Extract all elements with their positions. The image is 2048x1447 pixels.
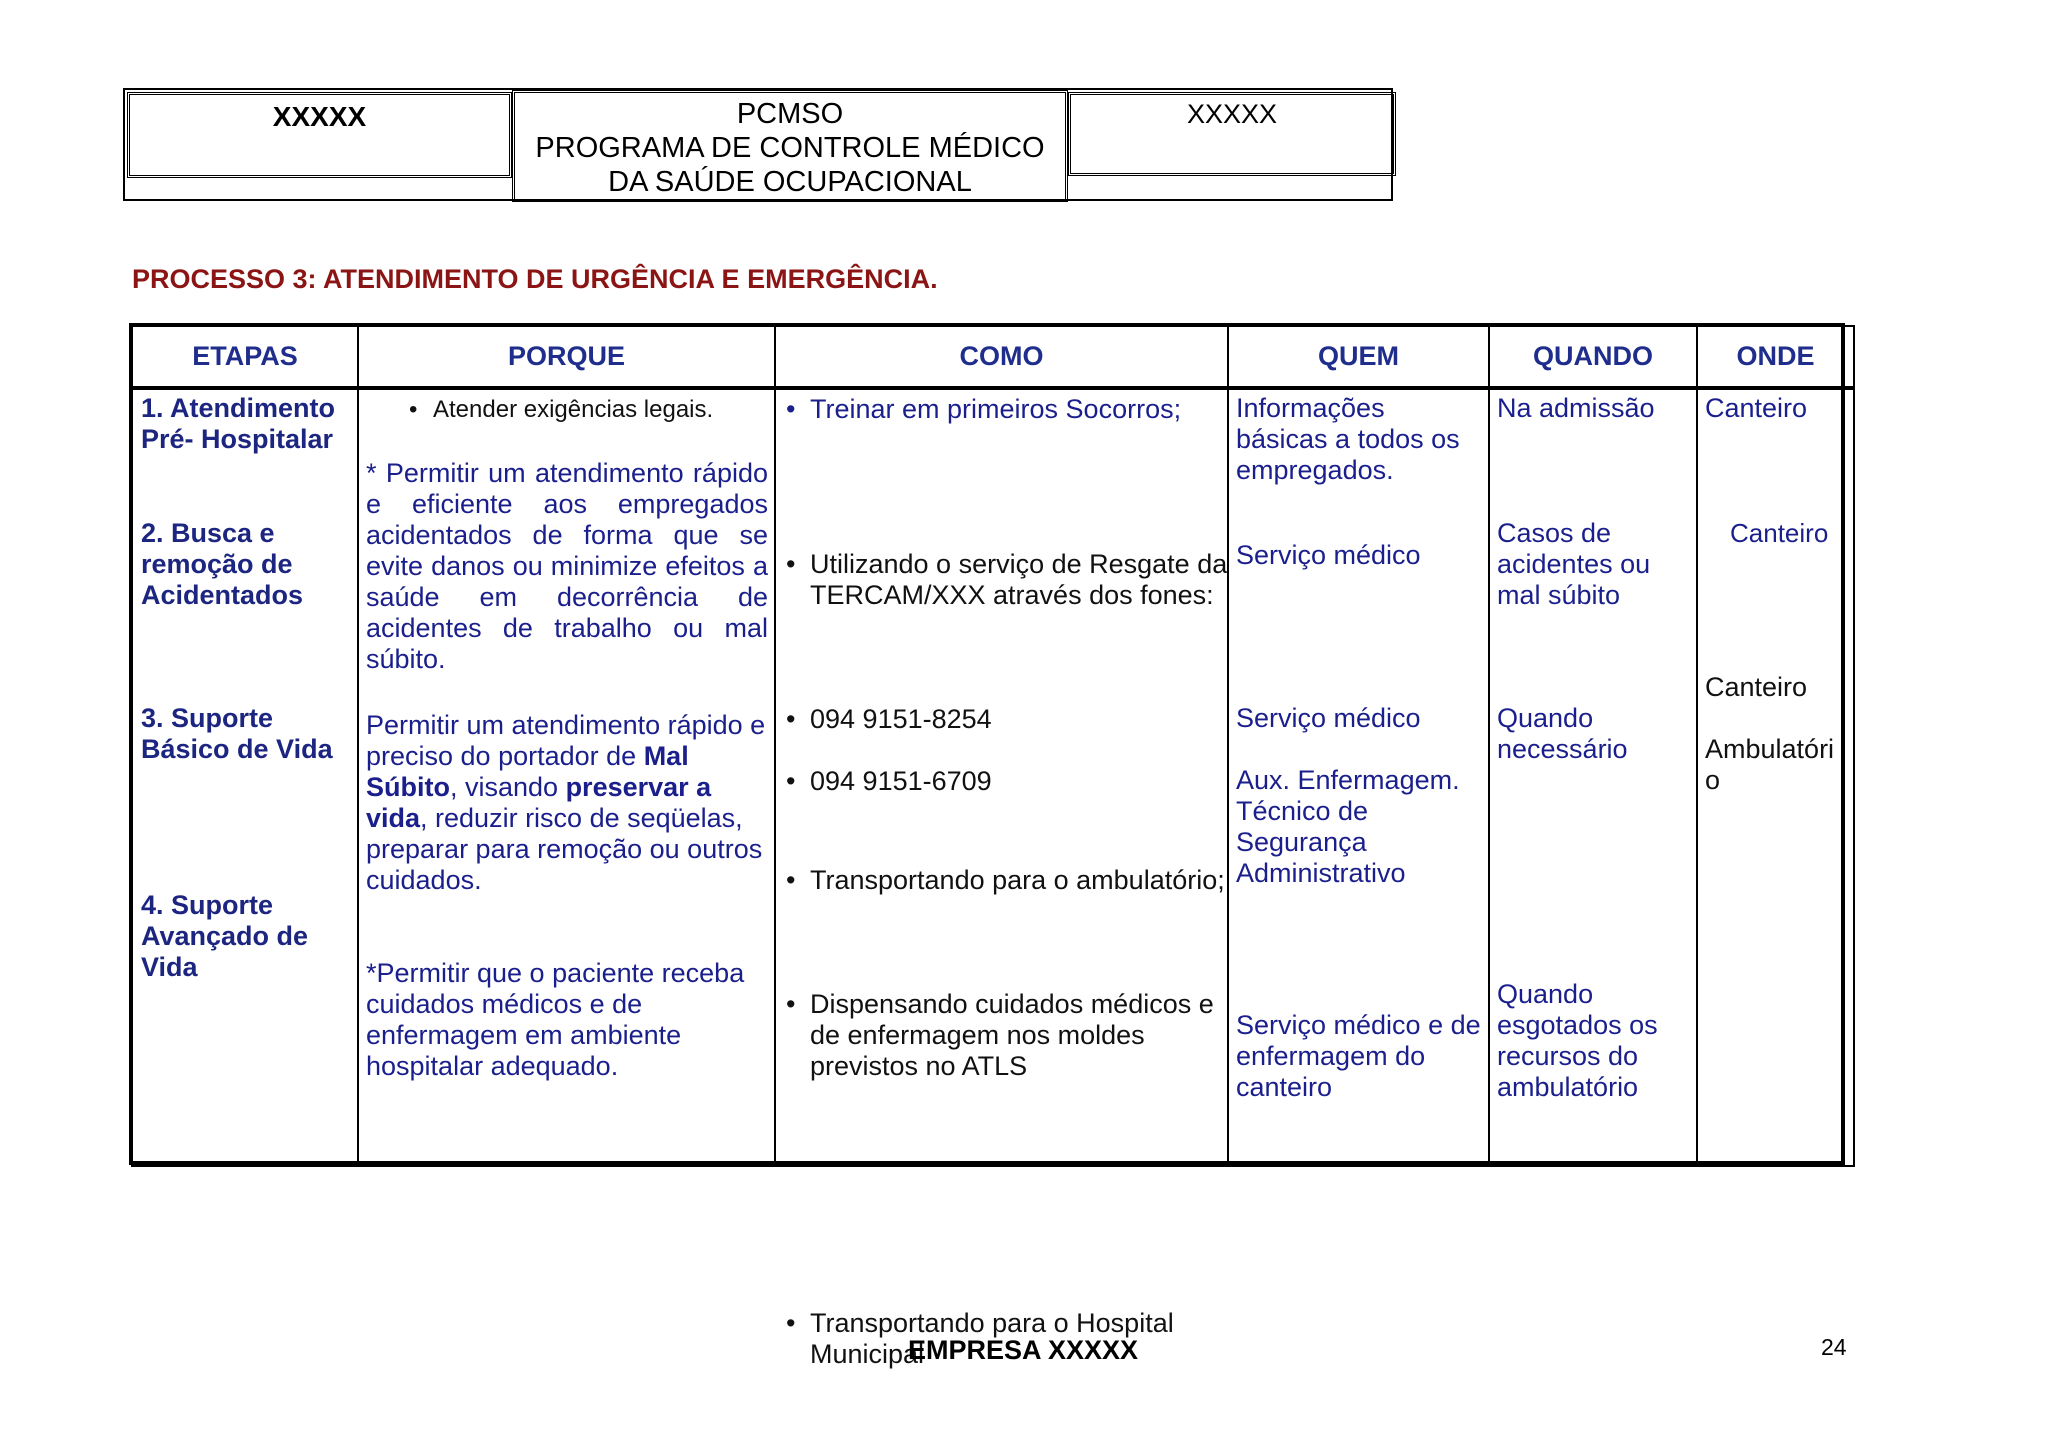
- header-left-text: XXXXX: [272, 101, 367, 132]
- etapa-4: [141, 890, 308, 983]
- etapa-2-line2: remoção de: [141, 549, 293, 579]
- header-title-line1: PCMSO: [736, 98, 844, 130]
- porque-3-part-e: , reduzir risco de seqüelas, preparar para remoção ou outros cuidados.: [366, 803, 763, 895]
- cell-porque: [358, 388, 775, 1166]
- onde-2: Canteiro: [1730, 518, 1829, 548]
- cell-quem: [1228, 388, 1489, 1166]
- etapa-1: [141, 393, 335, 455]
- header-right-box: [1068, 92, 1396, 176]
- etapa-2-line3: Acidentados: [141, 580, 304, 610]
- onde-1: Canteiro: [1705, 393, 1808, 423]
- col-header-etapas: ETAPAS: [132, 326, 358, 388]
- etapa-3-line2: Básico de Vida: [141, 734, 333, 764]
- etapa-1-line2: Pré- Hospitalar: [141, 424, 334, 454]
- como-1: • Treinar em primeiros Socorros;: [784, 394, 1240, 425]
- porque-3-preservar-vida: preservar a vida: [366, 772, 712, 833]
- col-header-quem: QUEM: [1228, 326, 1489, 388]
- document-header: [123, 88, 1393, 201]
- onde-3: Canteiro: [1705, 672, 1808, 702]
- como-4: • Dispensando cuidados médicos e de enfermagem nos moldes previstos no ATLS: [784, 989, 1246, 1082]
- header-title-line2: PROGRAMA DE CONTROLE MÉDICO: [535, 132, 1045, 164]
- header-title-line3: DA SAÚDE OCUPACIONAL: [608, 166, 972, 198]
- porque-3-mal-subito: Mal Súbito: [366, 741, 689, 802]
- porque-3: [366, 710, 770, 896]
- etapa-2: [141, 518, 303, 611]
- porque-4: *Permitir que o paciente receba cuidados médicos e de enfermagem em ambiente hospitalar adequado.: [366, 958, 745, 1081]
- footer-company: EMPRESA XXXXX: [908, 1335, 1139, 1365]
- etapa-4-line1: 4. Suporte: [141, 890, 274, 920]
- como-2-phone-1: • 094 9151-8254: [784, 704, 1240, 735]
- quando-3: Quando necessário: [1497, 703, 1628, 764]
- onde-4: Ambulatóri o: [1705, 734, 1835, 795]
- col-header-onde: ONDE: [1697, 326, 1854, 388]
- como-3: • Transportando para o ambulatório;: [784, 865, 1240, 896]
- como-2-phone-2: • 094 9151-6709: [784, 766, 1240, 797]
- quando-1: Na admissão: [1497, 393, 1655, 423]
- etapa-3: [141, 703, 333, 765]
- quando-4: Quando esgotados os recursos do ambulatório: [1497, 979, 1658, 1102]
- header-title-box: [512, 90, 1068, 202]
- page-number: 24: [1821, 1334, 1847, 1360]
- cell-etapas: [132, 388, 358, 1166]
- quem-5: Serviço médico e de enfermagem do canteiro: [1236, 1010, 1481, 1102]
- cell-onde: [1697, 388, 1854, 1166]
- col-header-como: COMO: [775, 326, 1228, 388]
- table-row: [132, 388, 1854, 1166]
- quem-4: Aux. Enfermagem. Técnico de Segurança Administrativo: [1236, 765, 1460, 888]
- quando-2: Casos de acidentes ou mal súbito: [1497, 518, 1651, 610]
- col-header-porque: PORQUE: [358, 326, 775, 388]
- col-header-quando: QUANDO: [1489, 326, 1697, 388]
- etapa-1-line1: 1. Atendimento: [141, 393, 336, 423]
- header-right-text: XXXXX: [1186, 99, 1278, 129]
- porque-1: • Atender exigências legais.: [407, 394, 783, 425]
- header-left-box: [127, 92, 512, 178]
- porque-3-part-a: Permitir um atendimento rápido e preciso do portador de: [366, 710, 766, 771]
- quem-1: Informações básicas a todos os empregados.: [1236, 393, 1460, 485]
- process-title: PROCESSO 3: ATENDIMENTO DE URGÊNCIA E EMERGÊNCIA.: [132, 264, 938, 294]
- quem-3: Serviço médico: [1236, 703, 1421, 733]
- etapa-3-line1: 3. Suporte: [141, 703, 274, 733]
- como-5: • Transportando para o Hospital Municipal: [784, 1308, 1240, 1370]
- etapa-4-line2: Avançado de: [141, 921, 309, 951]
- etapa-4-line3: Vida: [141, 952, 198, 982]
- quem-2: Serviço médico: [1236, 540, 1421, 570]
- cell-quando: [1489, 388, 1697, 1166]
- table-header-row: [132, 326, 1854, 388]
- porque-3-part-c: , visando: [449, 772, 566, 802]
- porque-2: * Permitir um atendimento rápido e eficiente aos empregados acidentados de forma que se evite danos ou minimize efeitos a saúde em decorrência de acidentes de trabalho ou mal súbito.: [366, 458, 768, 674]
- como-2: • Utilizando o serviço de Resgate da TERCAM/XXX através dos fones:: [784, 549, 1240, 611]
- etapa-2-line1: 2. Busca e: [141, 518, 275, 548]
